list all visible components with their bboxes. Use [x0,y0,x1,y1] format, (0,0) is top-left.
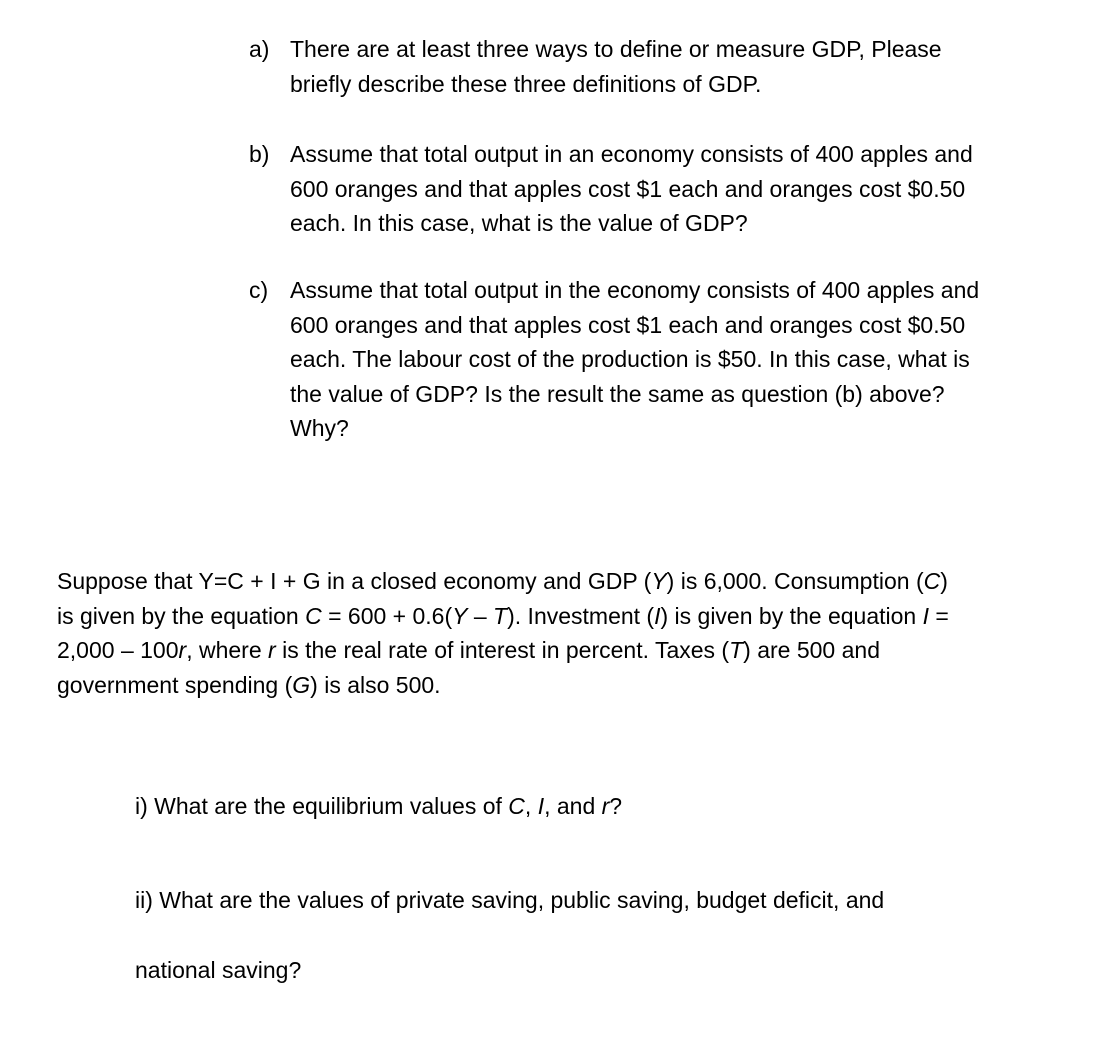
text-run: Suppose that Y=C + I + G in a closed economy and GDP ( [57,568,652,594]
scenario-line-1 [57,564,1097,599]
question-b-line-3: each. In this case, what is the value of GDP? [290,210,748,236]
text-run: = 600 + 0.6( [321,602,453,629]
var-g: G [292,671,311,698]
text-run: = [928,602,949,629]
question-b-line-2: 600 oranges and that apples cost $1 each and oranges cost $0.50 [290,175,966,202]
question-a [249,32,1089,101]
question-c-line-5: Why? [290,415,349,441]
text-run: ) are 500 and [743,637,880,663]
question-c-text [290,273,1089,446]
scenario-paragraph [57,564,1097,702]
question-b-text [290,137,1089,241]
text-run: ? [609,793,623,819]
question-a-line-2: briefly describe these three definitions of GDP. [290,70,762,97]
text-run: 2,000 – 100 [57,637,179,663]
scenario-line-3 [57,633,1097,668]
text-run: ) is 6,000. Consumption ( [666,568,924,594]
var-t: T [729,637,744,663]
question-a-text [290,32,1089,101]
text-run: ) is given by the equation [660,602,923,629]
scenario-line-2 [57,599,1097,634]
text-run: is the real rate of interest in percent. Taxes ( [275,637,730,663]
text-run: ). Investment ( [507,602,655,629]
text-run: government spending ( [57,671,293,698]
var-y: Y [651,568,667,594]
var-r: r [268,637,276,663]
var-c: C [508,793,525,819]
var-r: r [601,793,610,819]
text-run: , where [186,637,269,663]
var-y: Y [452,602,468,629]
question-c-line-4: the value of GDP? Is the result the same as question (b) above? [290,380,945,407]
var-t: T [493,602,508,629]
text-run: , and [544,793,602,819]
question-i [135,789,1065,824]
question-ii-continued: national saving? [135,957,302,983]
text-run: , [524,793,538,819]
question-a-line-1: There are at least three ways to define or measure GDP, Please [290,36,942,62]
question-ii: ii) What are the values of private saving, public saving, budget deficit, and [135,887,885,913]
question-c [249,273,1089,446]
question-c-letter: c) [249,277,269,303]
question-c-line-1: Assume that total output in the economy consists of 400 apples and [290,277,980,303]
text-run: is given by the equation [57,602,306,629]
question-b-letter: b) [249,141,270,167]
question-a-letter: a) [249,36,270,62]
text-run: ) is also 500. [310,671,441,698]
text-run: – [467,602,494,629]
var-r: r [178,637,187,663]
question-c-line-3: each. The labour cost of the production is $50. In this case, what is [290,346,970,372]
var-c: C [305,602,322,629]
question-b [249,137,1089,241]
text-run: i) What are the equilibrium values of [135,793,509,819]
var-i: I [654,602,661,629]
var-c: C [923,568,941,594]
text-run: ) [940,568,948,594]
var-i: I [922,602,929,629]
scenario-line-4 [57,668,1097,703]
var-i: I [537,793,545,819]
question-c-line-2: 600 oranges and that apples cost $1 each and oranges cost $0.50 [290,311,966,338]
question-b-line-1: Assume that total output in an economy consists of 400 apples and [290,141,973,167]
